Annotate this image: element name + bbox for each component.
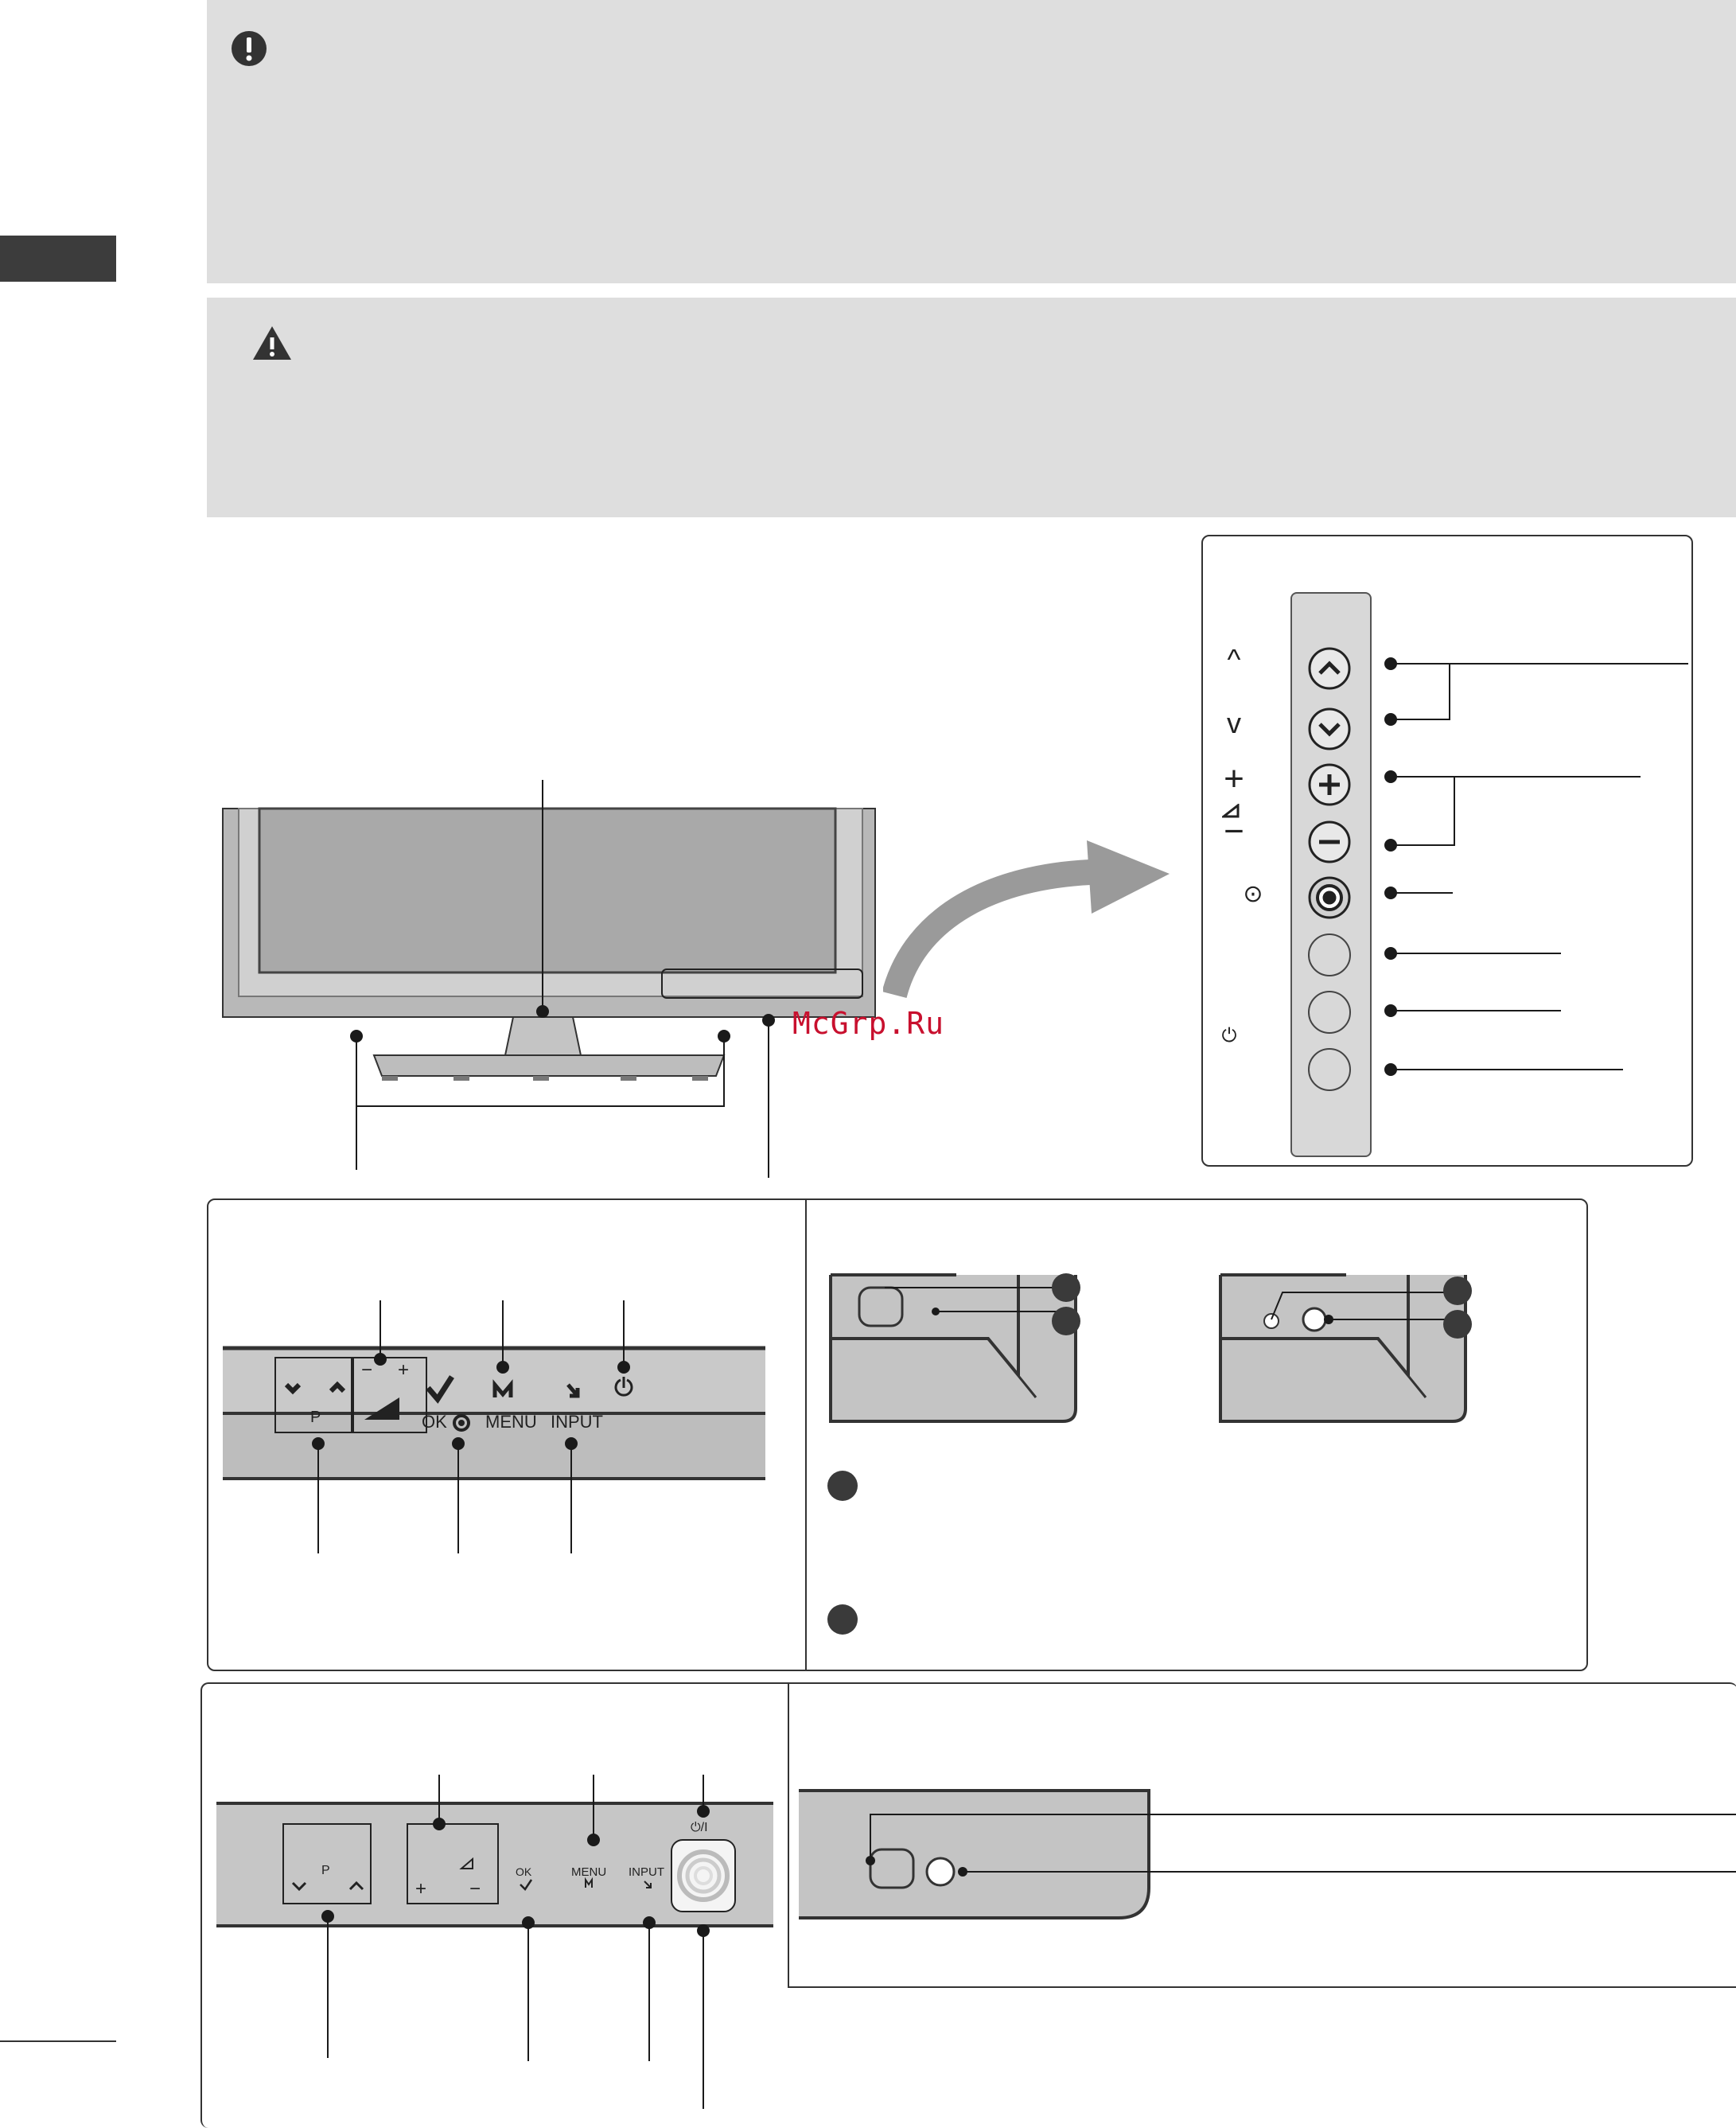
ok-label: OK [422, 1412, 447, 1432]
menu-label-2: MENU [571, 1865, 607, 1879]
menu-button [1309, 934, 1350, 976]
front-panel-type1 [207, 1198, 1588, 1671]
minus-label: − [1224, 812, 1244, 851]
ok-label-2: OK [516, 1865, 532, 1878]
power-label-2: ⏻/I [691, 1821, 708, 1834]
p-label-2: P [321, 1864, 330, 1877]
section-tab [0, 236, 116, 282]
volume-down-button [1310, 822, 1349, 862]
side-button-panel [1201, 535, 1693, 1167]
panel-divider [805, 1200, 807, 1670]
callout-lines [1385, 658, 1688, 1075]
plus-label: + [1224, 759, 1244, 798]
bullet-2 [827, 1604, 858, 1635]
ok-button [1310, 878, 1349, 918]
menu-label: MENU [485, 1412, 537, 1432]
sensor-detail-b [1219, 1256, 1553, 1447]
input-label-2: INPUT [629, 1865, 664, 1879]
ok-label: ⊙ [1243, 881, 1263, 907]
power-label: ⏻ [1221, 1025, 1237, 1046]
exclamation-circle-icon [231, 30, 267, 67]
bullet-1 [827, 1471, 858, 1501]
front-panel-type2 [200, 1682, 1736, 2128]
front-control-strip-2 [202, 1684, 788, 2128]
front-control-strip-1 [208, 1200, 797, 1670]
input-label: INPUT [551, 1412, 603, 1432]
footer-rule [0, 2040, 116, 2042]
vol-plus-label: + [398, 1359, 410, 1381]
side-buttons [1203, 536, 1691, 1165]
panel-divider-2 [788, 1684, 789, 1986]
watermark-text: McGrp.Ru [792, 1006, 945, 1041]
up-label: ^ [1227, 643, 1241, 676]
volume-up-button [1310, 765, 1349, 805]
panel-divider-2h [788, 1986, 1736, 1988]
input-button [1309, 992, 1350, 1033]
down-label: v [1227, 707, 1241, 739]
tv-illustration [215, 780, 915, 1178]
vol-plus-label-2: + [415, 1878, 427, 1900]
power-button [1309, 1049, 1350, 1090]
curved-arrow-icon [883, 820, 1185, 1003]
sensor-detail-c [797, 1732, 1736, 1931]
sensor-detail-a [829, 1256, 1084, 1447]
p-label: P [310, 1409, 321, 1426]
note-box [207, 0, 1736, 283]
program-down-button [1310, 709, 1349, 749]
program-up-button [1310, 649, 1349, 688]
warning-triangle-icon [251, 325, 293, 361]
vol-minus-label: − [361, 1359, 373, 1381]
warning-box [207, 298, 1736, 517]
vol-minus-label-2: − [469, 1878, 481, 1900]
